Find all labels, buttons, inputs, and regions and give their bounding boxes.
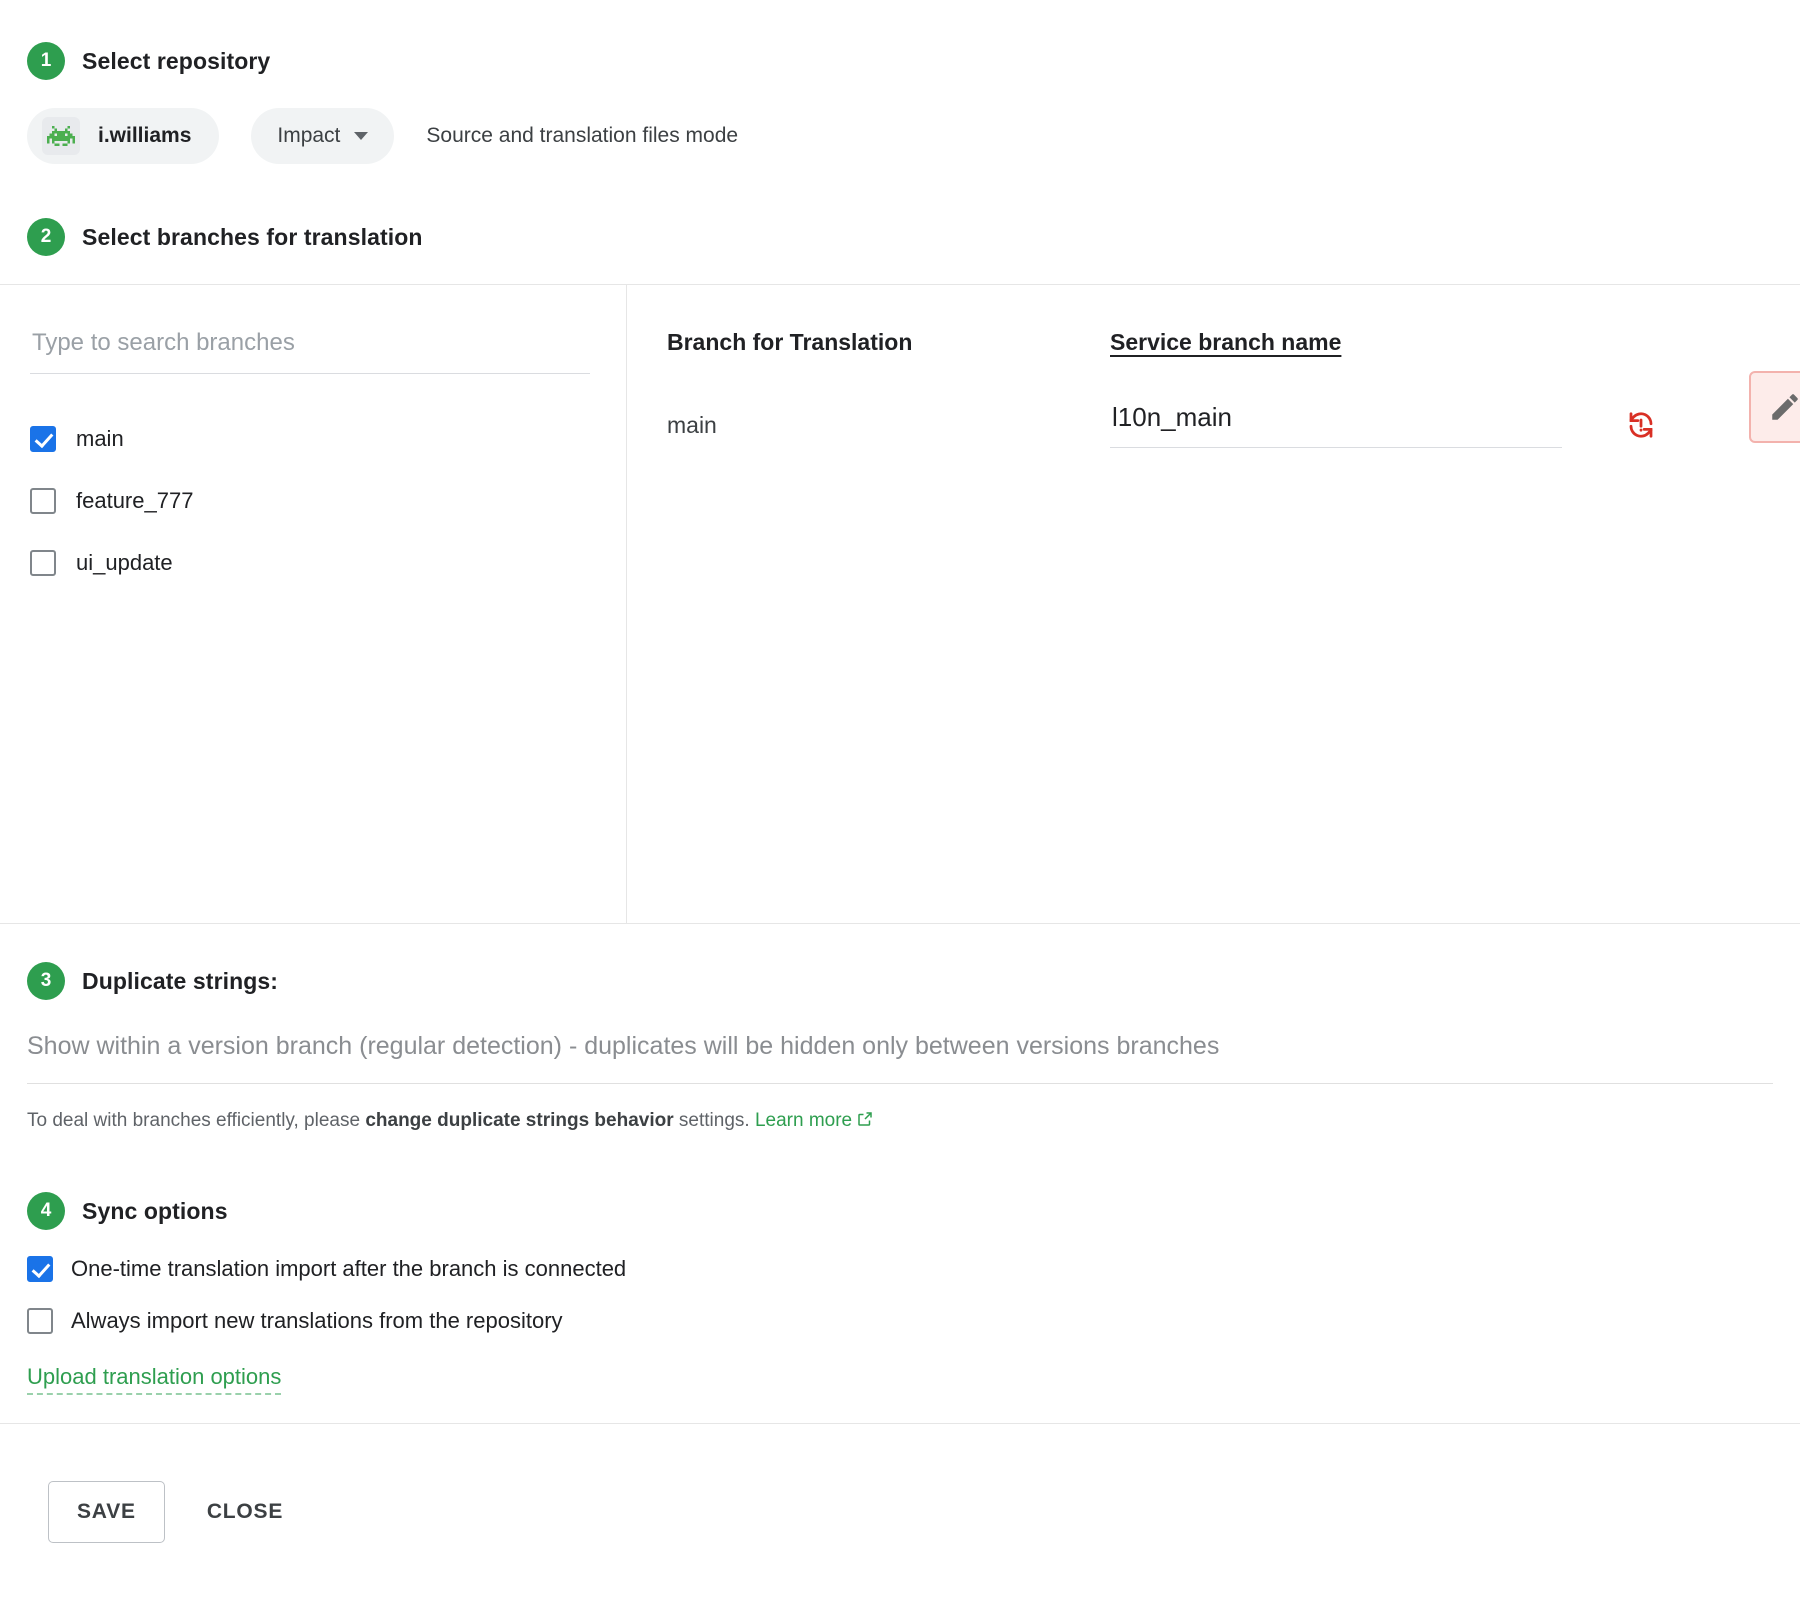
step-1-title: Select repository xyxy=(82,47,271,74)
sync-checkbox-always-import[interactable] xyxy=(27,1308,53,1334)
step-3-badge: 3 xyxy=(27,962,65,1000)
impact-dropdown-label: Impact xyxy=(277,124,341,147)
branch-list-panel xyxy=(0,285,627,923)
sync-label-one-time-import: One-time translation import after the branch is connected xyxy=(71,1256,627,1281)
close-button[interactable]: CLOSE xyxy=(183,1482,307,1542)
repository-chip[interactable] xyxy=(27,108,219,164)
branch-label-uiupdate: ui_update xyxy=(76,550,173,575)
step-4-header xyxy=(27,1192,1773,1230)
service-branch-name-input[interactable] xyxy=(1110,402,1562,448)
hint-suffix: settings. xyxy=(673,1110,755,1131)
dialog-footer xyxy=(0,1423,1800,1600)
repository-name: i.williams xyxy=(98,124,192,147)
save-button[interactable]: SAVE xyxy=(48,1481,165,1543)
chevron-down-icon xyxy=(354,132,368,140)
step-4-badge: 4 xyxy=(27,1192,65,1230)
impact-dropdown[interactable] xyxy=(251,108,394,164)
upload-translation-options-link[interactable]: Upload translation options xyxy=(27,1364,281,1395)
branch-label-main: main xyxy=(76,426,124,451)
branch-item-uiupdate[interactable] xyxy=(30,532,596,594)
branch-mapping-panel xyxy=(627,285,1800,923)
step-3-header xyxy=(27,962,1773,1000)
column-branch-for-translation: Branch for Translation xyxy=(667,329,913,355)
branches-panel xyxy=(0,284,1800,924)
repository-row xyxy=(27,108,1767,164)
hint-prefix: To deal with branches efficiently, please xyxy=(27,1110,366,1131)
branch-label-feature777: feature_777 xyxy=(76,488,194,513)
files-mode-text: Source and translation files mode xyxy=(426,124,739,147)
edit-service-branch-button[interactable] xyxy=(1749,371,1800,443)
row-branch-name: main xyxy=(667,411,717,438)
step-2-header xyxy=(27,218,1767,256)
table-row xyxy=(667,402,1800,448)
branch-mapping-header xyxy=(667,329,1800,356)
branch-item-feature777[interactable] xyxy=(30,470,596,532)
sync-option-one-time-import[interactable] xyxy=(27,1256,1773,1282)
step-1-badge: 1 xyxy=(27,42,65,80)
step-1-header xyxy=(27,42,1767,80)
duplicate-strings-select[interactable]: Show within a version branch (regular detection) - duplicates will be hidden only between versions branches xyxy=(27,1032,1773,1084)
external-link-icon xyxy=(856,1110,874,1134)
search-branches-input[interactable] xyxy=(30,329,590,374)
step-3-duplicate-strings xyxy=(27,962,1773,1134)
duplicate-strings-hint xyxy=(27,1110,1773,1134)
step-2-select-branches xyxy=(27,218,1767,256)
column-service-branch-name[interactable]: Service branch name xyxy=(1110,329,1342,355)
step-2-badge: 2 xyxy=(27,218,65,256)
sync-checkbox-one-time-import[interactable] xyxy=(27,1256,53,1282)
sync-option-always-import[interactable] xyxy=(27,1308,1773,1334)
step-1-select-repository xyxy=(27,42,1767,164)
branch-checkbox-main[interactable] xyxy=(30,426,56,452)
branch-list xyxy=(30,408,596,594)
learn-more-link[interactable]: Learn more xyxy=(754,1110,853,1131)
pencil-icon xyxy=(1768,390,1800,424)
step-4-sync-options xyxy=(27,1192,1773,1395)
step-4-title: Sync options xyxy=(82,1197,228,1224)
space-invader-icon xyxy=(42,117,80,155)
step-3-title: Duplicate strings: xyxy=(82,967,279,994)
branch-checkbox-uiupdate[interactable] xyxy=(30,550,56,576)
branch-item-main[interactable] xyxy=(30,408,596,470)
sync-problem-icon[interactable] xyxy=(1624,408,1658,442)
branch-checkbox-feature777[interactable] xyxy=(30,488,56,514)
step-2-title: Select branches for translation xyxy=(82,223,423,250)
sync-label-always-import: Always import new translations from the repository xyxy=(71,1308,563,1333)
hint-bold: change duplicate strings behavior xyxy=(365,1110,674,1131)
